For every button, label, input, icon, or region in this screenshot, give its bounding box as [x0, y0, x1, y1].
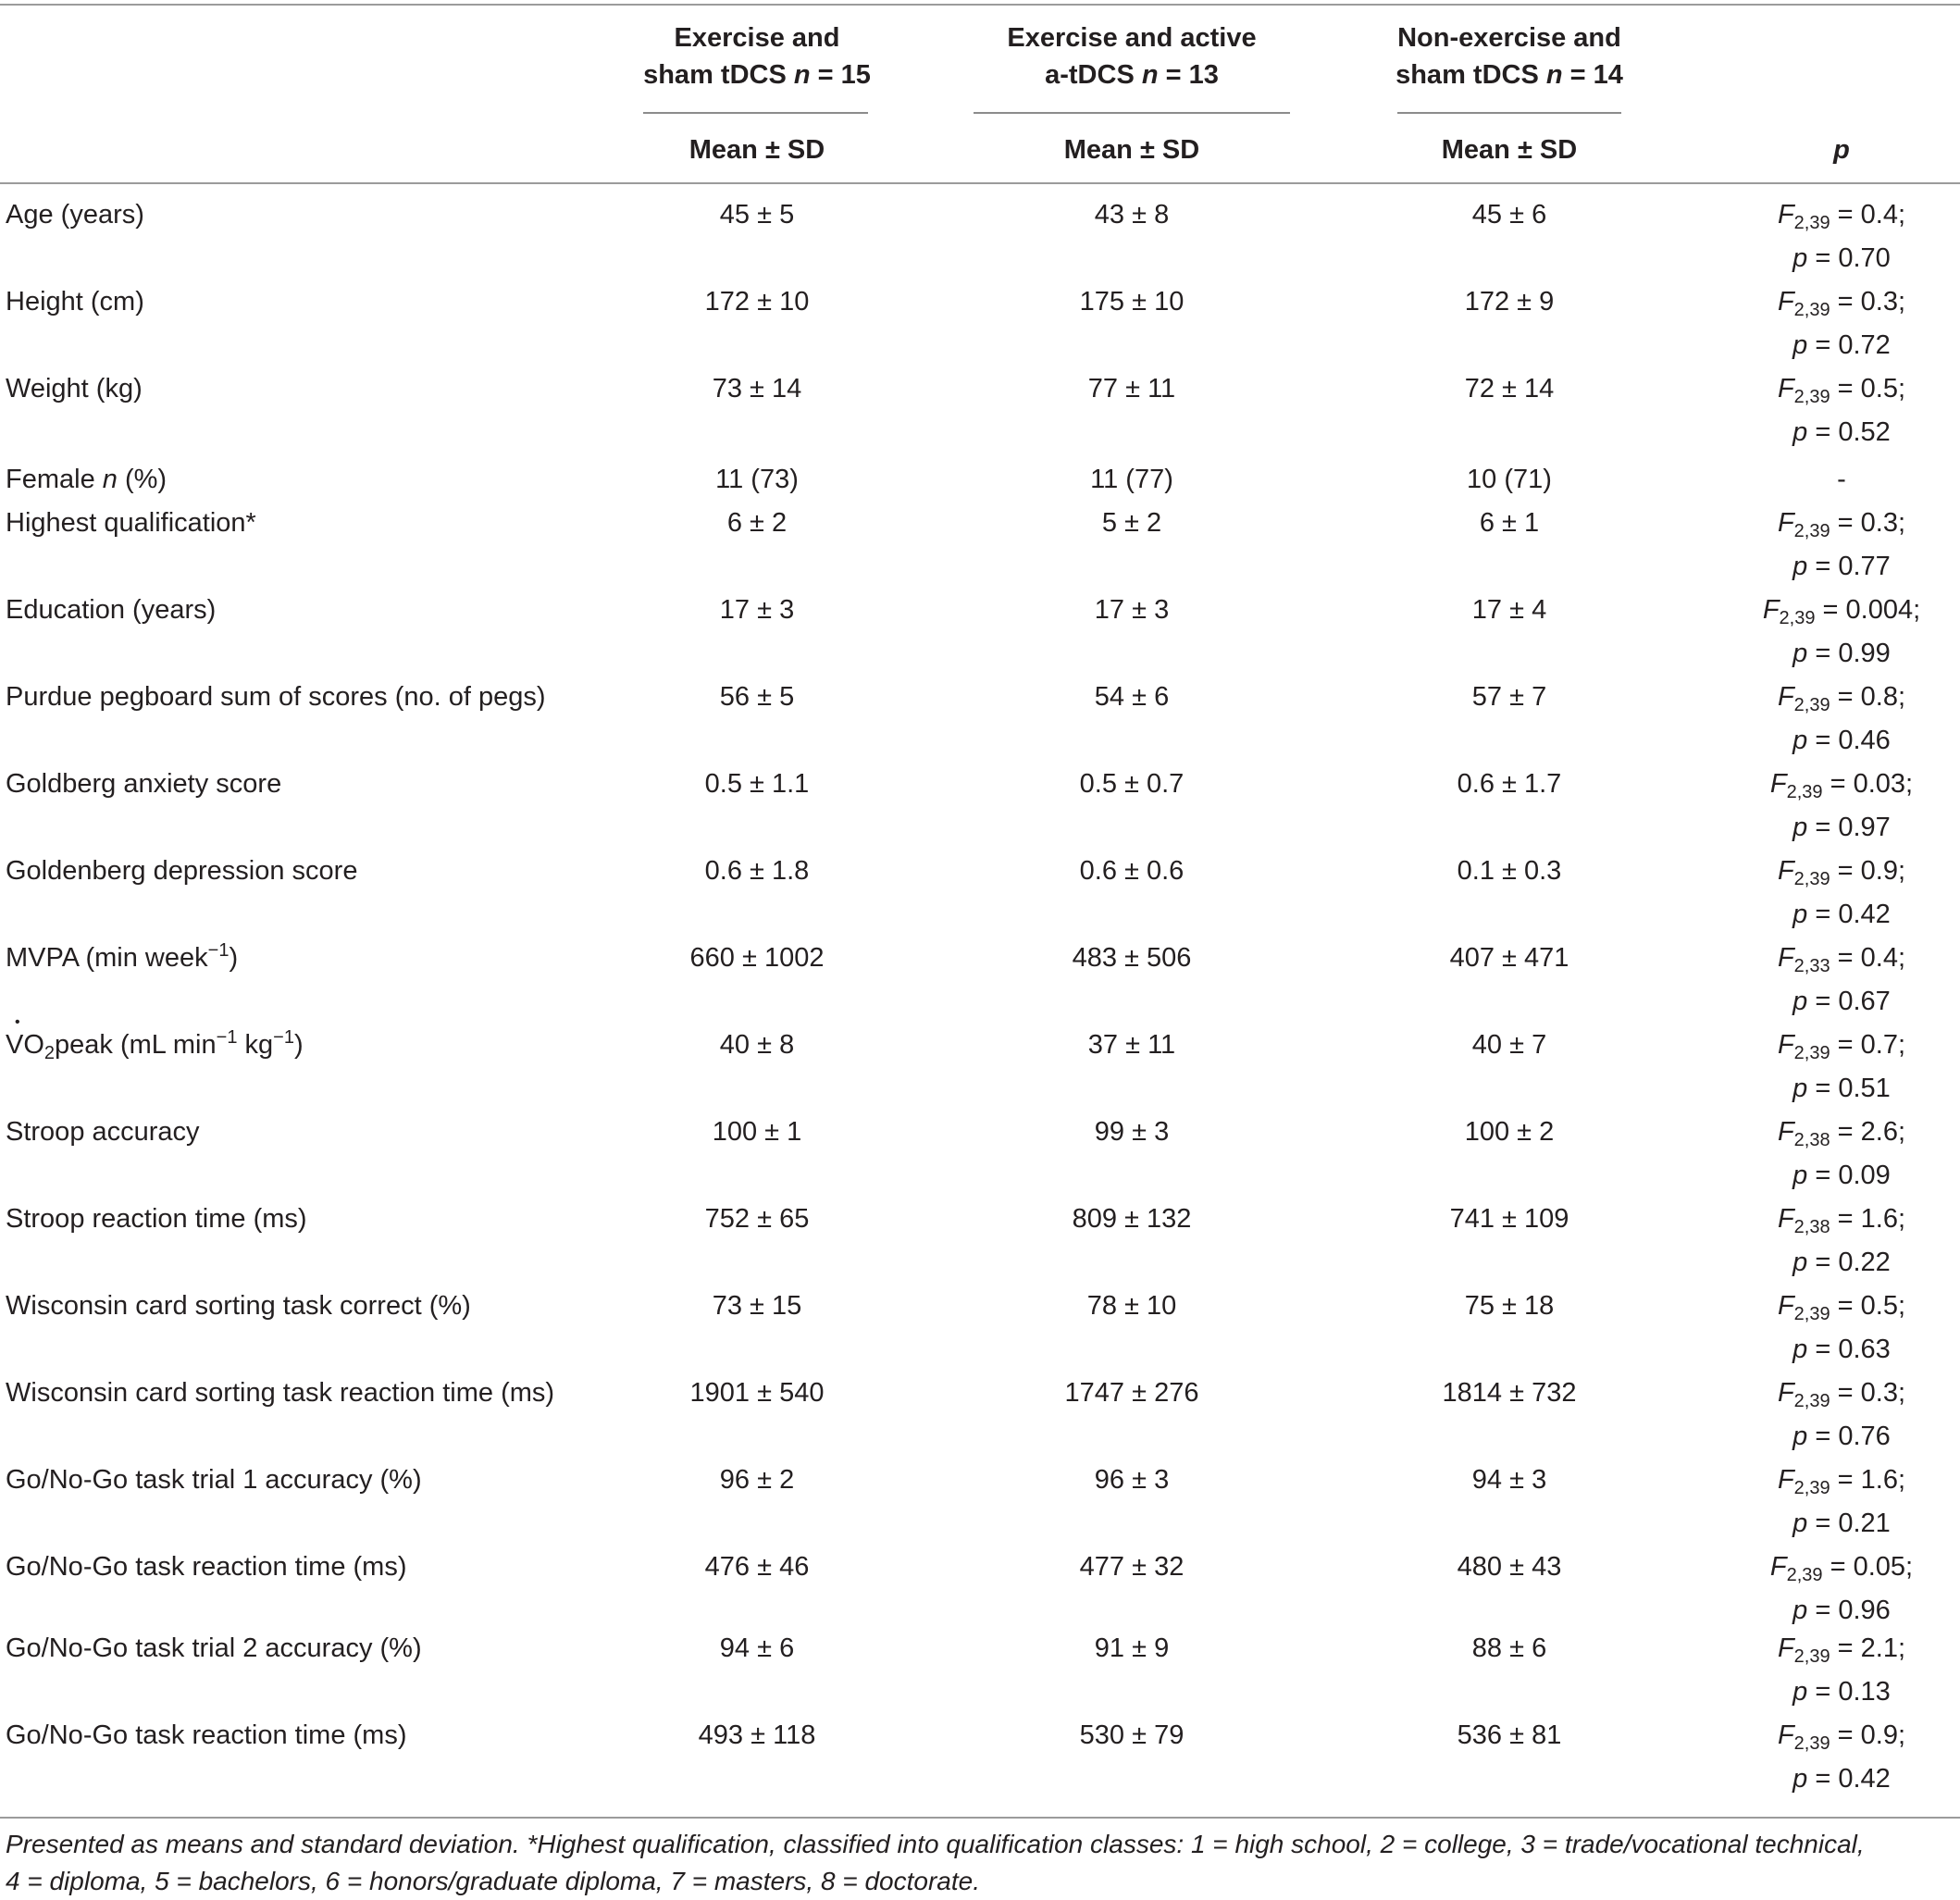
f-statistic	[1703, 502, 1960, 545]
row-label: Stroop reaction time (ms)	[6, 1204, 307, 1234]
f-statistic	[1703, 1546, 1960, 1589]
cell-col2: 54 ± 6	[1094, 682, 1170, 712]
p-number: = 0.09	[1807, 1161, 1891, 1190]
p-symbol: p	[1793, 1422, 1808, 1451]
cell-col1: 476 ± 46	[704, 1552, 810, 1582]
p-symbol: p	[1793, 987, 1808, 1016]
f-df: 2,38	[1793, 1217, 1830, 1237]
row-label: Education (years)	[6, 595, 217, 625]
cell-p	[1703, 1459, 1960, 1546]
cell-col1: 40 ± 8	[719, 1030, 795, 1060]
f-symbol: F	[1777, 682, 1794, 712]
cell-p	[1703, 937, 1960, 1024]
cell-col3: 88 ± 6	[1471, 1633, 1547, 1663]
cell-col2: 17 ± 3	[1094, 595, 1170, 625]
p-number: = 0.42	[1807, 900, 1891, 929]
footnote-line2: 4 = diploma, 5 = bachelors, 6 = honors/graduate diploma, 7 = masters, 8 = doctorate.	[6, 1867, 980, 1895]
cell-col1: 94 ± 6	[719, 1633, 795, 1663]
p-symbol: p	[1793, 1596, 1808, 1625]
p-number: = 0.70	[1807, 243, 1891, 273]
row-label: Go/No-Go task reaction time (ms)	[6, 1720, 407, 1750]
header-col2-line2: a-tDCS n = 13	[1045, 60, 1219, 90]
header-col1-line2: sham tDCS n = 15	[643, 60, 871, 90]
p-symbol: p	[1793, 1335, 1808, 1364]
header-col2-underline	[974, 112, 1290, 114]
p-number: = 0.21	[1807, 1509, 1891, 1538]
cell-col1: 0.5 ± 1.1	[704, 769, 810, 799]
cell-col3: 94 ± 3	[1471, 1465, 1547, 1495]
p-symbol: p	[1793, 900, 1808, 929]
cell-p	[1703, 1285, 1960, 1372]
f-symbol: F	[1777, 856, 1794, 886]
row-label	[6, 1024, 304, 1067]
p-value	[1703, 632, 1960, 676]
cell-col3: 75 ± 18	[1464, 1291, 1555, 1321]
cell-p	[1703, 676, 1960, 763]
f-value: = 0.8;	[1830, 682, 1906, 712]
cell-p	[1703, 1111, 1960, 1198]
f-statistic	[1703, 367, 1960, 411]
f-symbol: F	[1777, 1378, 1794, 1408]
f-symbol: F	[1777, 287, 1794, 317]
f-value: = 0.05;	[1822, 1552, 1914, 1582]
f-symbol: F	[1777, 374, 1794, 404]
header-rule	[0, 182, 1960, 184]
p-value	[1703, 980, 1960, 1024]
f-value: = 1.6;	[1830, 1465, 1906, 1495]
cell-col2: 5 ± 2	[1101, 508, 1162, 538]
f-value: = 0.3;	[1830, 287, 1906, 317]
cell-col1: 17 ± 3	[719, 595, 795, 625]
f-df: 2,39	[1793, 1478, 1830, 1498]
label-text: peak (mL min	[55, 1030, 217, 1060]
cell-col3: 57 ± 7	[1471, 682, 1547, 712]
p-number: = 0.42	[1807, 1764, 1891, 1794]
cell-col3: 480 ± 43	[1457, 1552, 1562, 1582]
p-symbol: p	[1793, 1764, 1808, 1794]
f-statistic	[1703, 280, 1960, 324]
cell-p	[1703, 502, 1960, 589]
header-col3-underline	[1397, 112, 1621, 114]
cell-col2: 0.6 ± 0.6	[1079, 856, 1185, 886]
f-statistic	[1703, 763, 1960, 806]
cell-col1: 172 ± 10	[704, 287, 810, 317]
f-df: 2,39	[1793, 521, 1830, 541]
f-statistic	[1703, 193, 1960, 237]
row-label	[6, 937, 238, 980]
f-df: 2,39	[1779, 608, 1816, 628]
p-number: = 0.72	[1807, 330, 1891, 360]
p-value	[1703, 1670, 1960, 1714]
p-value	[1703, 806, 1960, 850]
p-value	[1703, 1589, 1960, 1633]
cell-p	[1703, 850, 1960, 937]
row-label	[6, 458, 167, 502]
cell-col1: 100 ± 1	[712, 1117, 802, 1147]
cell-col1: 73 ± 14	[712, 374, 802, 404]
p-number: = 0.99	[1807, 639, 1891, 668]
label-text: (%)	[117, 465, 167, 494]
f-value: = 0.4;	[1830, 943, 1906, 973]
p-value	[1703, 1415, 1960, 1459]
vo2-v-dot: • V	[6, 1024, 23, 1067]
row-label: Go/No-Go task trial 1 accuracy (%)	[6, 1465, 422, 1495]
cell-col1: 0.6 ± 1.8	[704, 856, 810, 886]
p-symbol: p	[1793, 1161, 1808, 1190]
f-symbol: F	[1777, 943, 1794, 973]
header-col1-stat: Mean ± SD	[688, 135, 825, 165]
cell-col2: 77 ± 11	[1087, 374, 1176, 404]
cell-col2: 483 ± 506	[1072, 943, 1192, 973]
cell-col3: 536 ± 81	[1457, 1720, 1562, 1750]
f-statistic	[1703, 850, 1960, 893]
cell-col3: 0.6 ± 1.7	[1457, 769, 1562, 799]
f-symbol: F	[1769, 1552, 1787, 1582]
header-p: p	[1833, 135, 1850, 165]
cell-col2: 0.5 ± 0.7	[1079, 769, 1185, 799]
row-label: Goldberg anxiety score	[6, 769, 282, 799]
label-text: )	[229, 943, 239, 973]
cell-col3: 45 ± 6	[1471, 200, 1547, 230]
p-value	[1703, 411, 1960, 454]
row-label: Height (cm)	[6, 287, 144, 317]
row-label: Wisconsin card sorting task reaction time (ms)	[6, 1378, 555, 1408]
header-col3-stat: Mean ± SD	[1441, 135, 1578, 165]
p-value	[1703, 893, 1960, 937]
top-rule	[0, 4, 1960, 6]
f-statistic	[1703, 1372, 1960, 1415]
f-value: = 0.3;	[1830, 508, 1906, 538]
header-col2	[970, 19, 1294, 93]
p-symbol: p	[1793, 243, 1808, 273]
p-number: = 0.51	[1807, 1074, 1891, 1103]
cell-p	[1703, 1198, 1960, 1285]
cell-col1: 96 ± 2	[719, 1465, 795, 1495]
p-symbol: p	[1793, 330, 1808, 360]
f-statistic	[1703, 1714, 1960, 1757]
cell-col3: 100 ± 2	[1464, 1117, 1555, 1147]
header-col3-line1: Non-exercise and	[1397, 23, 1621, 53]
row-label: Weight (kg)	[6, 374, 143, 404]
f-df: 2,39	[1786, 1565, 1823, 1585]
f-value: = 0.9;	[1830, 856, 1906, 886]
f-value: = 0.4;	[1830, 200, 1906, 230]
f-df: 2,39	[1786, 782, 1823, 802]
footnote-line1: Presented as means and standard deviation. *Highest qualification, classified into qualification classes: 1 = high school, 2 = college, 3 = trade/vocational technical,	[6, 1830, 1865, 1858]
f-statistic	[1703, 1024, 1960, 1067]
f-df: 2,39	[1793, 869, 1830, 889]
cell-col3: 172 ± 9	[1464, 287, 1555, 317]
cell-col2: 78 ± 10	[1086, 1291, 1177, 1321]
cell-col3: 40 ± 7	[1471, 1030, 1547, 1060]
cell-col2: 809 ± 132	[1072, 1204, 1192, 1234]
row-label: Goldenberg depression score	[6, 856, 358, 886]
f-symbol: F	[1762, 595, 1780, 625]
f-symbol: F	[1777, 200, 1794, 230]
f-symbol: F	[1777, 1204, 1794, 1234]
cell-col1: 6 ± 2	[726, 508, 788, 538]
f-value: = 2.6;	[1830, 1117, 1906, 1147]
cell-col3: 741 ± 109	[1449, 1204, 1569, 1234]
p-symbol: p	[1793, 726, 1808, 755]
p-symbol: p	[1793, 417, 1808, 447]
cell-col1: 1901 ± 540	[689, 1378, 825, 1408]
f-df: 2,39	[1793, 387, 1830, 407]
f-value: = 0.7;	[1830, 1030, 1906, 1060]
f-value: = 1.6;	[1830, 1204, 1906, 1234]
cell-col1: 56 ± 5	[719, 682, 795, 712]
p-value	[1703, 1328, 1960, 1372]
cell-col2: 11 (77)	[1090, 465, 1173, 494]
p-value	[1703, 1502, 1960, 1546]
p-symbol: p	[1793, 813, 1808, 842]
cell-p: -	[1837, 465, 1846, 494]
f-df: 2,33	[1793, 956, 1830, 976]
cell-col2: 175 ± 10	[1079, 287, 1185, 317]
p-number: = 0.77	[1807, 552, 1891, 581]
row-label: Stroop accuracy	[6, 1117, 200, 1147]
f-value: = 0.5;	[1830, 1291, 1906, 1321]
f-value: = 0.3;	[1830, 1378, 1906, 1408]
bottom-rule	[0, 1817, 1960, 1819]
p-value	[1703, 1154, 1960, 1198]
p-value	[1703, 545, 1960, 589]
f-df: 2,38	[1793, 1130, 1830, 1150]
f-symbol: F	[1769, 769, 1787, 799]
p-number: = 0.67	[1807, 987, 1891, 1016]
p-value	[1703, 1241, 1960, 1285]
p-symbol: p	[1793, 639, 1808, 668]
cell-p	[1703, 589, 1960, 676]
cell-col2: 37 ± 11	[1087, 1030, 1176, 1060]
cell-col3: 1814 ± 732	[1442, 1378, 1577, 1408]
f-value: = 2.1;	[1830, 1633, 1906, 1663]
row-label: Go/No-Go task trial 2 accuracy (%)	[6, 1633, 422, 1663]
cell-p	[1703, 1714, 1960, 1801]
p-number: = 0.52	[1807, 417, 1891, 447]
f-df: 2,39	[1793, 1391, 1830, 1411]
row-label: Wisconsin card sorting task correct (%)	[6, 1291, 471, 1321]
f-symbol: F	[1777, 1291, 1794, 1321]
f-df: 2,39	[1793, 300, 1830, 320]
row-label: Purdue pegboard sum of scores (no. of pegs)	[6, 682, 546, 712]
f-value: = 0.9;	[1830, 1720, 1906, 1750]
header-col1	[595, 19, 919, 93]
p-number: = 0.76	[1807, 1422, 1891, 1451]
cell-col2: 99 ± 3	[1094, 1117, 1170, 1147]
cell-col2: 43 ± 8	[1094, 200, 1170, 230]
cell-p	[1703, 193, 1960, 280]
cell-p	[1703, 367, 1960, 454]
cell-col2: 91 ± 9	[1094, 1633, 1170, 1663]
f-df: 2,39	[1793, 1043, 1830, 1063]
header-col2-stat: Mean ± SD	[1063, 135, 1200, 165]
cell-col1: 752 ± 65	[704, 1204, 810, 1234]
f-statistic	[1703, 1627, 1960, 1670]
p-value	[1703, 324, 1960, 367]
p-value	[1703, 1757, 1960, 1801]
cell-col3: 10 (71)	[1467, 465, 1552, 494]
header-col1-underline	[643, 112, 868, 114]
cell-col3: 17 ± 4	[1471, 595, 1547, 625]
p-value	[1703, 719, 1960, 763]
cell-col1: 45 ± 5	[719, 200, 795, 230]
f-df: 2,39	[1793, 213, 1830, 233]
label-italic: n	[102, 465, 118, 494]
cell-col1: 73 ± 15	[712, 1291, 802, 1321]
label-text: MVPA (min week	[6, 943, 208, 973]
f-df: 2,39	[1793, 695, 1830, 715]
cell-col3: 72 ± 14	[1464, 374, 1555, 404]
cell-p	[1703, 763, 1960, 850]
f-statistic	[1703, 937, 1960, 980]
p-number: = 0.97	[1807, 813, 1891, 842]
cell-col1: 11 (73)	[715, 465, 799, 494]
label-text: kg	[237, 1030, 274, 1060]
p-value	[1703, 1067, 1960, 1111]
f-symbol: F	[1777, 1117, 1794, 1147]
f-symbol: F	[1777, 1465, 1794, 1495]
row-label: Highest qualification*	[6, 508, 256, 538]
p-symbol: p	[1793, 1248, 1808, 1277]
cell-col3: 6 ± 1	[1479, 508, 1540, 538]
cell-col2: 96 ± 3	[1094, 1465, 1170, 1495]
header-col2-line1: Exercise and active	[1007, 23, 1257, 53]
row-label: Go/No-Go task reaction time (ms)	[6, 1552, 407, 1582]
header-col3	[1347, 19, 1671, 93]
f-symbol: F	[1777, 508, 1794, 538]
f-symbol: F	[1777, 1030, 1794, 1060]
p-number: = 0.46	[1807, 726, 1891, 755]
p-symbol: p	[1793, 1074, 1808, 1103]
f-statistic	[1703, 1285, 1960, 1328]
label-subscript: 2	[43, 1043, 56, 1063]
f-statistic	[1703, 1459, 1960, 1502]
label-text: Female	[6, 465, 103, 494]
f-value: = 0.5;	[1830, 374, 1906, 404]
f-statistic	[1703, 1198, 1960, 1241]
label-text: O	[23, 1030, 44, 1060]
f-df: 2,39	[1793, 1646, 1830, 1667]
header-col3-line2: sham tDCS n = 14	[1396, 60, 1623, 90]
f-value: = 0.03;	[1822, 769, 1914, 799]
f-statistic	[1703, 676, 1960, 719]
cell-col3: 407 ± 471	[1449, 943, 1569, 973]
p-symbol: p	[1793, 552, 1808, 581]
cell-col3: 0.1 ± 0.3	[1457, 856, 1562, 886]
label-superscript: −1	[207, 940, 229, 961]
f-df: 2,39	[1793, 1304, 1830, 1324]
cell-col2: 477 ± 32	[1079, 1552, 1185, 1582]
cell-col1: 493 ± 118	[698, 1720, 816, 1750]
cell-p	[1703, 1024, 1960, 1111]
cell-p	[1703, 1627, 1960, 1714]
cell-p	[1703, 1546, 1960, 1633]
f-value: = 0.004;	[1815, 595, 1921, 625]
cell-col2: 530 ± 79	[1079, 1720, 1185, 1750]
f-symbol: F	[1777, 1633, 1794, 1663]
f-statistic	[1703, 589, 1960, 632]
cell-col2: 1747 ± 276	[1064, 1378, 1199, 1408]
cell-p	[1703, 280, 1960, 367]
p-number: = 0.22	[1807, 1248, 1891, 1277]
label-text: )	[293, 1030, 304, 1060]
label-superscript: −1	[273, 1027, 294, 1048]
f-statistic	[1703, 1111, 1960, 1154]
p-number: = 0.13	[1807, 1677, 1891, 1707]
cell-p	[1703, 1372, 1960, 1459]
p-number: = 0.96	[1807, 1596, 1891, 1625]
f-symbol: F	[1777, 1720, 1794, 1750]
header-col1-line1: Exercise and	[674, 23, 840, 53]
label-superscript: −1	[216, 1027, 238, 1048]
f-df: 2,39	[1793, 1733, 1830, 1754]
p-number: = 0.63	[1807, 1335, 1891, 1364]
p-symbol: p	[1793, 1677, 1808, 1707]
cell-col1: 660 ± 1002	[689, 943, 825, 973]
p-symbol: p	[1793, 1509, 1808, 1538]
row-label: Age (years)	[6, 200, 144, 230]
p-value	[1703, 237, 1960, 280]
